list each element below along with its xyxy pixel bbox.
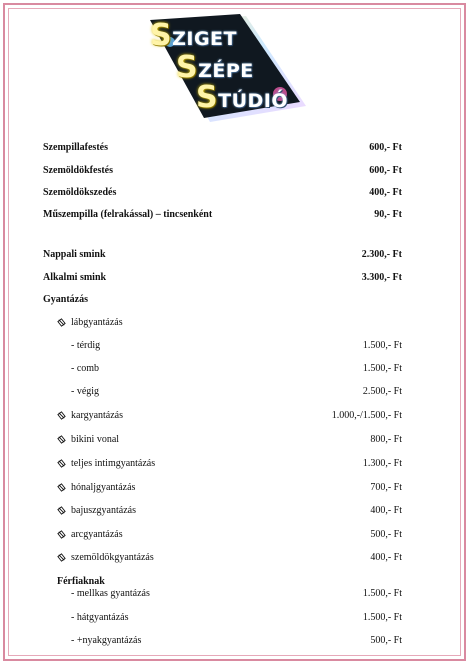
men-heading: Férfiaknak bbox=[57, 576, 105, 587]
service-label: arcgyantázás bbox=[71, 529, 123, 540]
service-price: 1.500,- Ft bbox=[362, 612, 402, 623]
price-row bbox=[0, 185, 471, 201]
logo-line-1: SZIGET bbox=[150, 18, 237, 53]
price-row bbox=[0, 315, 471, 331]
studio-logo bbox=[140, 14, 310, 126]
price-row bbox=[0, 550, 471, 566]
service-label: - comb bbox=[71, 363, 100, 374]
service-price: 1.000,-/1.500,- Ft bbox=[331, 410, 402, 421]
service-price: 800,- Ft bbox=[370, 434, 402, 445]
price-row bbox=[0, 384, 471, 400]
service-label: szemöldökgyantázás bbox=[71, 552, 154, 563]
service-label: lábgyantázás bbox=[71, 317, 123, 328]
logo-line-3: STÚDIÓ bbox=[196, 80, 288, 115]
bullet-icon bbox=[57, 318, 66, 327]
bullet-icon bbox=[57, 435, 66, 444]
price-row bbox=[0, 480, 471, 496]
bullet-icon bbox=[57, 553, 66, 562]
service-label: - +nyakgyantázás bbox=[71, 635, 142, 646]
service-label: Szemöldökszedés bbox=[43, 187, 117, 198]
service-price: 600,- Ft bbox=[369, 165, 402, 176]
service-label: kargyantázás bbox=[71, 410, 124, 421]
service-label: Alkalmi smink bbox=[43, 272, 107, 283]
service-label: hónaljgyantázás bbox=[71, 482, 136, 493]
service-price: 600,- Ft bbox=[369, 142, 402, 153]
service-price: 400,- Ft bbox=[370, 552, 402, 563]
service-price: 3.300,- Ft bbox=[361, 272, 402, 283]
service-price: 2.500,- Ft bbox=[362, 386, 402, 397]
service-label: - hátgyantázás bbox=[71, 612, 129, 623]
service-label: bajuszgyantázás bbox=[71, 505, 136, 516]
service-price: 1.500,- Ft bbox=[362, 340, 402, 351]
service-label: Szemöldökfestés bbox=[43, 165, 113, 176]
section-heading bbox=[0, 292, 471, 308]
bullet-icon bbox=[57, 506, 66, 515]
service-price: 400,- Ft bbox=[369, 187, 402, 198]
price-row bbox=[0, 247, 471, 263]
service-label: bikini vonal bbox=[71, 434, 120, 445]
service-price: 1.500,- Ft bbox=[362, 588, 402, 599]
service-label: Szempillafestés bbox=[43, 142, 108, 153]
bullet-icon bbox=[57, 530, 66, 539]
service-label: Nappali smink bbox=[43, 249, 106, 260]
price-row bbox=[0, 586, 471, 602]
price-row bbox=[0, 610, 471, 626]
price-row bbox=[0, 163, 471, 179]
service-price: 90,- Ft bbox=[374, 209, 402, 220]
bullet-icon bbox=[57, 459, 66, 468]
bullet-icon bbox=[57, 411, 66, 420]
service-price: 1.500,- Ft bbox=[362, 363, 402, 374]
service-price: 400,- Ft bbox=[370, 505, 402, 516]
price-row bbox=[0, 207, 471, 223]
price-row bbox=[0, 338, 471, 354]
service-price: 500,- Ft bbox=[370, 635, 402, 646]
price-row bbox=[0, 408, 471, 424]
price-row bbox=[0, 140, 471, 156]
price-row bbox=[0, 361, 471, 377]
service-price: 1.300,- Ft bbox=[362, 458, 402, 469]
price-row bbox=[0, 527, 471, 543]
service-label: Műszempilla (felrakással) – tincsenként bbox=[43, 209, 213, 220]
price-row bbox=[0, 456, 471, 472]
price-row bbox=[0, 633, 471, 649]
service-label: teljes intimgyantázás bbox=[71, 458, 156, 469]
logo-line-2: SZÉPE bbox=[176, 50, 254, 85]
service-price: 500,- Ft bbox=[370, 529, 402, 540]
waxing-heading: Gyantázás bbox=[43, 294, 88, 305]
service-label: - térdig bbox=[71, 340, 101, 351]
price-row bbox=[0, 270, 471, 286]
price-row bbox=[0, 432, 471, 448]
service-label: - mellkas gyantázás bbox=[71, 588, 150, 599]
service-price: 2.300,- Ft bbox=[361, 249, 402, 260]
service-label: - végig bbox=[71, 386, 100, 397]
service-price: 700,- Ft bbox=[370, 482, 402, 493]
bullet-icon bbox=[57, 483, 66, 492]
price-row bbox=[0, 503, 471, 519]
